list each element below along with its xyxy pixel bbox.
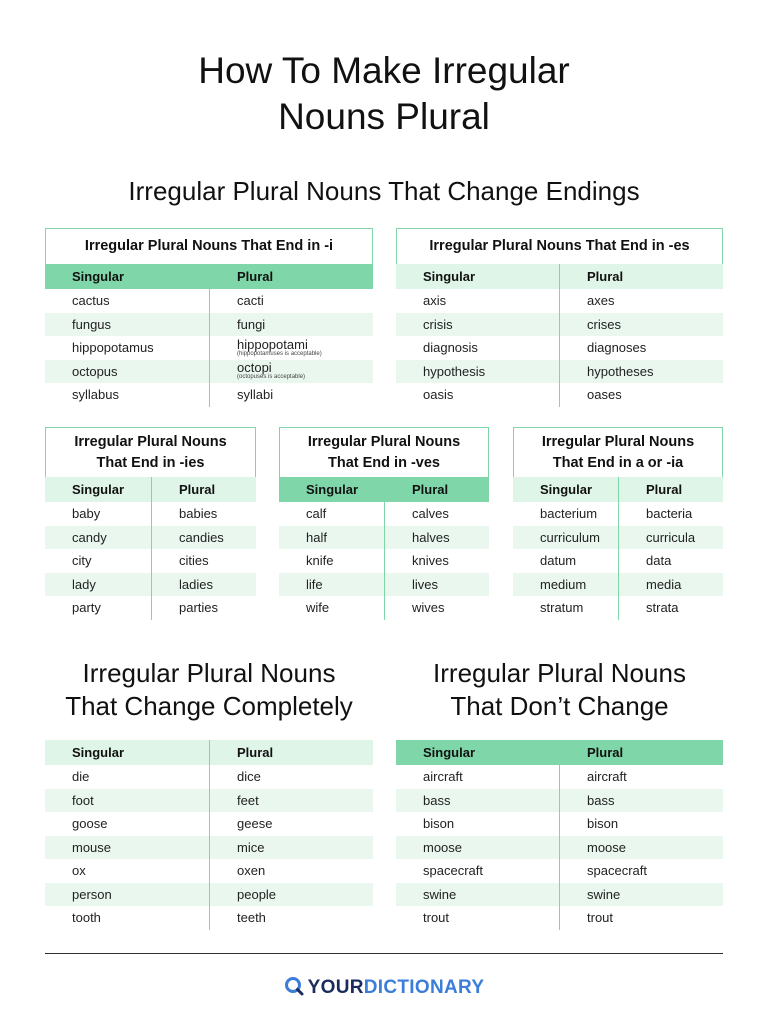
table-row: [45, 383, 373, 407]
plural-cell: parties: [151, 596, 256, 620]
table-row: [396, 313, 723, 337]
plural-cell: bass: [559, 789, 723, 813]
singular-cell: knife: [306, 553, 334, 569]
table-row: [45, 836, 373, 860]
section-title-line1: Irregular Plural Nouns: [433, 658, 686, 688]
singular-cell: axis: [423, 293, 447, 309]
table-header-line1: Irregular Plural Nouns: [74, 433, 227, 450]
table-header: [45, 228, 373, 264]
table-row: [396, 812, 723, 836]
section-title-dont-change: [396, 657, 723, 723]
singular-cell: ox: [72, 863, 86, 879]
singular-cell: medium: [540, 576, 587, 592]
section-title-line2: That Don’t Change: [450, 691, 669, 721]
column-singular: Singular: [72, 482, 125, 497]
section-subtitle: Irregular Plural Nouns That Change Endings: [128, 176, 640, 206]
column-header-row: [396, 740, 723, 765]
singular-cell: curriculum: [540, 529, 600, 545]
table-row: [45, 336, 373, 360]
plural-cell: media: [618, 573, 723, 597]
plural-cell: fungi: [209, 313, 373, 337]
column-plural: Plural: [618, 477, 723, 502]
table-end-in-es: [396, 228, 723, 407]
singular-cell: lady: [72, 576, 96, 592]
table-row: [45, 765, 373, 789]
table-end-in-ies: [45, 427, 256, 620]
table-row: [279, 573, 489, 597]
plural-cell: swine: [559, 883, 723, 907]
singular-cell: foot: [72, 792, 94, 808]
plural-note: (hippopotamuses is acceptable): [237, 350, 322, 357]
plural-cell: spacecraft: [559, 859, 723, 883]
column-plural: Plural: [559, 740, 723, 765]
plural-cell: axes: [559, 289, 723, 313]
plural-cell: lives: [384, 573, 489, 597]
plural-cell: crises: [559, 313, 723, 337]
singular-cell: datum: [540, 553, 577, 569]
table-header: [396, 228, 723, 264]
column-header-row: [45, 264, 373, 289]
table-row: [396, 789, 723, 813]
plural-cell: moose: [559, 836, 723, 860]
column-plural: Plural: [559, 264, 723, 289]
table-row: [45, 906, 373, 930]
singular-cell: aircraft: [423, 769, 463, 785]
singular-cell: goose: [72, 816, 108, 832]
plural-cell: wives: [384, 596, 489, 620]
singular-cell: wife: [306, 600, 330, 616]
column-singular: Singular: [540, 482, 593, 497]
table-row: [45, 789, 373, 813]
table-end-in-a: [513, 427, 723, 620]
table-row: [396, 336, 723, 360]
singular-cell: fungus: [72, 316, 112, 332]
table-row: [45, 883, 373, 907]
table-row: [45, 573, 256, 597]
singular-cell: party: [72, 600, 101, 616]
singular-cell: person: [72, 886, 112, 902]
table-row: [513, 502, 723, 526]
singular-cell: hippopotamus: [72, 340, 154, 356]
page-title-line2: Nouns Plural: [278, 96, 490, 137]
table-row: [396, 883, 723, 907]
table-row: [396, 360, 723, 384]
singular-cell: tooth: [72, 910, 101, 926]
plural-word: octopi: [237, 360, 272, 376]
table-header: [513, 427, 723, 477]
plural-cell: trout: [559, 906, 723, 930]
plural-cell: mice: [209, 836, 373, 860]
page-title: [0, 48, 768, 140]
plural-cell: candies: [151, 526, 256, 550]
singular-cell: candy: [72, 529, 107, 545]
singular-cell: life: [306, 576, 323, 592]
singular-cell: bacterium: [540, 506, 598, 522]
singular-cell: stratum: [540, 600, 584, 616]
column-plural: Plural: [151, 477, 256, 502]
table-header-line1: Irregular Plural Nouns: [307, 433, 461, 450]
table-header: [45, 427, 256, 477]
table-row: [396, 836, 723, 860]
column-singular: Singular: [306, 482, 359, 497]
plural-cell: ladies: [151, 573, 256, 597]
singular-cell: swine: [423, 886, 457, 902]
column-header-row: [279, 477, 489, 502]
table-header-line2: That End in -ies: [96, 454, 205, 471]
table-row: [45, 289, 373, 313]
singular-cell: syllabus: [72, 387, 119, 403]
column-header-row: [513, 477, 723, 502]
singular-cell: octopus: [72, 363, 118, 379]
table-row: [513, 573, 723, 597]
plural-cell: strata: [618, 596, 723, 620]
table-header-line2: That End in a or -ia: [552, 454, 684, 471]
plural-cell: halves: [384, 526, 489, 550]
singular-cell: oasis: [423, 387, 454, 403]
table-row: [45, 859, 373, 883]
table-row: [279, 502, 489, 526]
table-row: [279, 549, 489, 573]
plural-cell: diagnoses: [559, 336, 723, 360]
plural-cell: syllabi: [209, 383, 373, 407]
table-row: [396, 383, 723, 407]
logo-text-dictionary: DICTIONARY: [363, 977, 485, 998]
table-row: [513, 549, 723, 573]
plural-cell: feet: [209, 789, 373, 813]
column-singular: Singular: [72, 269, 125, 284]
table-change-completely: [45, 740, 373, 930]
table-header-line2: That End in -ves: [328, 454, 440, 471]
table-header-line1: Irregular Plural Nouns: [541, 433, 695, 450]
plural-cell: geese: [209, 812, 373, 836]
singular-cell: die: [72, 769, 90, 785]
table-row: [45, 502, 256, 526]
plural-cell: oxen: [209, 859, 373, 883]
singular-cell: crisis: [423, 316, 453, 332]
singular-cell: bison: [423, 816, 455, 832]
plural-cell: babies: [151, 502, 256, 526]
table-row: [396, 289, 723, 313]
singular-cell: half: [306, 529, 327, 545]
plural-cell: bison: [559, 812, 723, 836]
table-dont-change: [396, 740, 723, 930]
plural-cell: people: [209, 883, 373, 907]
table-row: [513, 526, 723, 550]
section-title-line1: Irregular Plural Nouns: [82, 658, 336, 688]
table-header: [279, 427, 489, 477]
plural-cell: oases: [559, 383, 723, 407]
singular-cell: calf: [306, 506, 327, 522]
search-magnifier-icon: [284, 976, 304, 1002]
table-row: [513, 596, 723, 620]
footer-divider: [45, 953, 723, 954]
yourdictionary-logo[interactable]: [0, 976, 768, 1002]
table-row: [396, 765, 723, 789]
section-title-line2: That Change Completely: [65, 691, 353, 721]
table-row: [45, 549, 256, 573]
column-singular: Singular: [72, 745, 125, 760]
table-row: [45, 313, 373, 337]
column-header-row: [396, 264, 723, 289]
plural-cell: teeth: [209, 906, 373, 930]
singular-cell: diagnosis: [423, 340, 478, 356]
table-header-text: Irregular Plural Nouns That End in -es: [429, 238, 690, 254]
plural-cell: data: [618, 549, 723, 573]
singular-cell: city: [72, 553, 92, 569]
singular-cell: moose: [423, 839, 463, 855]
singular-cell: trout: [423, 910, 450, 926]
table-end-in-i: [45, 228, 373, 407]
table-row: [45, 360, 373, 384]
plural-note: (octopuses is acceptable): [237, 374, 306, 381]
column-singular: Singular: [423, 745, 476, 760]
column-plural: Plural: [209, 264, 373, 289]
singular-cell: bass: [423, 792, 451, 808]
plural-cell: bacteria: [618, 502, 723, 526]
table-row: [45, 812, 373, 836]
plural-cell: aircraft: [559, 765, 723, 789]
table-row: [279, 596, 489, 620]
plural-cell: knives: [384, 549, 489, 573]
table-row: [279, 526, 489, 550]
singular-cell: cactus: [72, 293, 110, 309]
column-header-row: [45, 477, 256, 502]
plural-cell: dice: [209, 765, 373, 789]
plural-cell: [209, 360, 373, 384]
table-row: [396, 859, 723, 883]
logo-text-your: YOUR: [307, 977, 364, 998]
singular-cell: spacecraft: [423, 863, 483, 879]
plural-cell: [209, 336, 373, 360]
plural-cell: calves: [384, 502, 489, 526]
singular-cell: hypothesis: [423, 363, 486, 379]
column-plural: Plural: [209, 740, 373, 765]
table-row: [396, 906, 723, 930]
column-plural: Plural: [384, 477, 489, 502]
plural-word: hippopotami: [237, 336, 308, 352]
column-header-row: [45, 740, 373, 765]
column-singular: Singular: [423, 269, 476, 284]
table-end-in-ves: [279, 427, 489, 620]
plural-cell: cacti: [209, 289, 373, 313]
singular-cell: mouse: [72, 839, 112, 855]
singular-cell: baby: [72, 506, 101, 522]
plural-cell: curricula: [618, 526, 723, 550]
table-row: [45, 526, 256, 550]
plural-cell: cities: [151, 549, 256, 573]
section-title-change-completely: [45, 657, 373, 723]
page-title-line1: How To Make Irregular: [198, 50, 570, 91]
table-header-text: Irregular Plural Nouns That End in -i: [84, 238, 334, 254]
table-row: [45, 596, 256, 620]
plural-cell: hypotheses: [559, 360, 723, 384]
